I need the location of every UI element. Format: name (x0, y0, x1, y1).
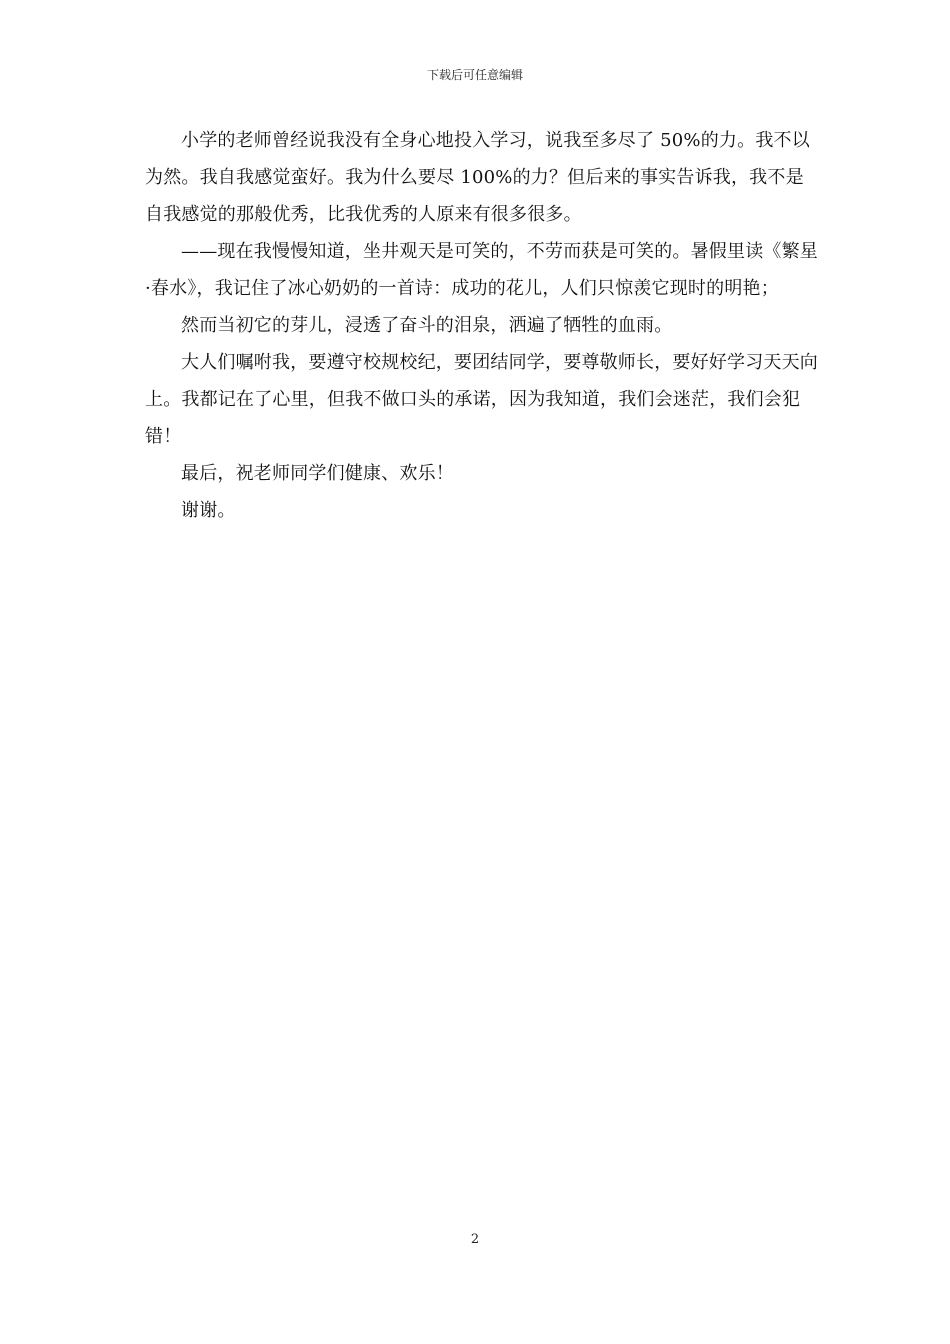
document-body (145, 122, 820, 529)
paragraph: 大人们嘱咐我，要遵守校规校纪，要团结同学，要尊敬师长，要好好学习天天向上。我都记在了心里，但我不做口头的承诺，因为我知道，我们会迷茫，我们会犯错！ (145, 352, 818, 447)
header-note: 下载后可任意编辑 (426, 68, 523, 82)
paragraph: 谢谢。 (181, 500, 236, 521)
paragraph: 小学的老师曾经说我没有全身心地投入学习，说我至多尽了 50%的力。我不以为然。我自我感觉蛮好。我为什么要尽 100%的力？但后来的事实告诉我，我不是自我感觉的那般优秀，比我优秀的人原来有很多很多。 (145, 130, 810, 225)
paragraph: 最后，祝老师同学们健康、欢乐！ (181, 463, 454, 484)
page-number: 2 (470, 1232, 480, 1247)
paragraph: 然而当初它的芽儿，浸透了奋斗的泪泉，洒遍了牺牲的血雨。 (181, 315, 673, 336)
paragraph: ——现在我慢慢知道，坐井观天是可笑的，不劳而获是可笑的。暑假里读《繁星·春水》，我记住了冰心奶奶的一首诗：成功的花儿，人们只惊羡它现时的明艳； (145, 241, 818, 299)
